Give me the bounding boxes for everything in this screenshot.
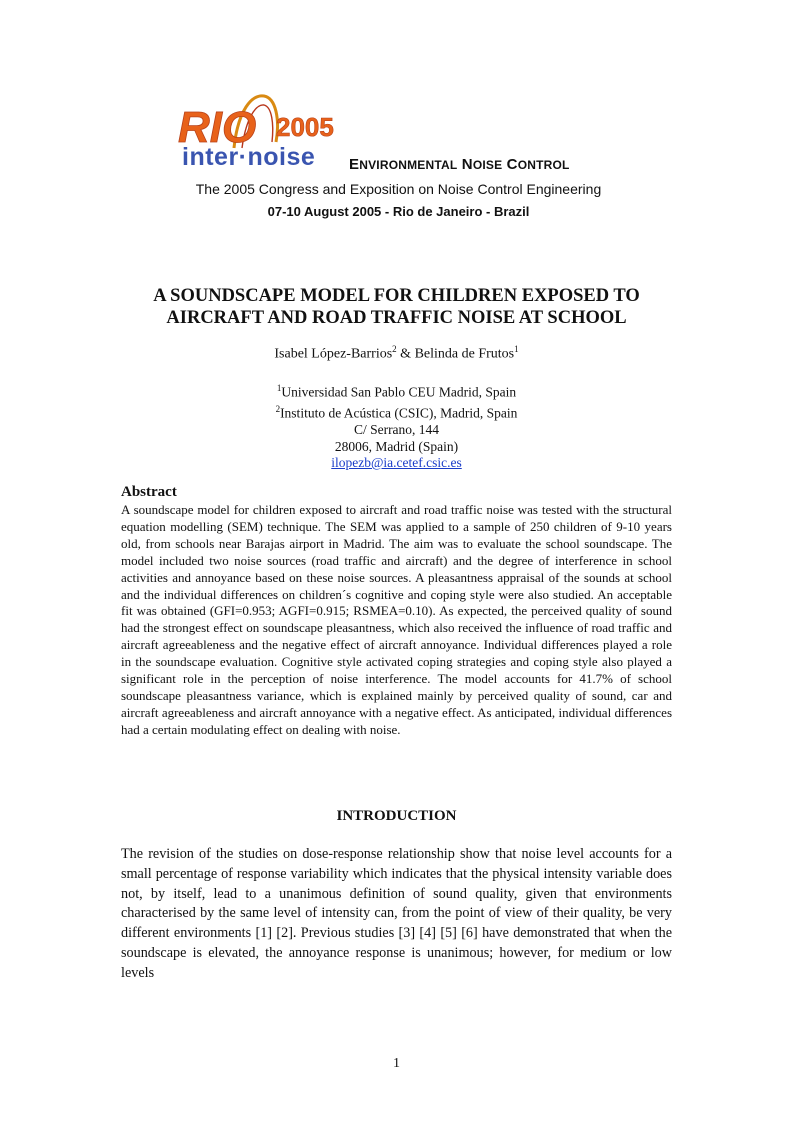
rio-internoise-logo-graphic [172,90,342,172]
logo-internoise-text: inter·noise [182,143,316,171]
abstract-heading: Abstract [121,484,177,500]
conf-title-w3-cap: C [506,156,518,173]
author-affiliation-mark: 2 [392,344,397,354]
conference-date-line: 07-10 August 2005 - Rio de Janeiro - Brazil [267,204,530,219]
introduction-heading: INTRODUCTION [336,808,457,824]
logo-rio-text: RIO [178,103,257,152]
conf-title-w1-cap: E [349,156,360,173]
paper-title-line-2: AIRCRAFT AND ROAD TRAFFIC NOISE AT SCHOOL [166,308,627,328]
affiliation-line [0,380,793,401]
address-line: 28006, Madrid (Spain) [334,438,459,454]
paper-title-line-1: A SOUNDSCAPE MODEL FOR CHILDREN EXPOSED TO [153,286,640,306]
page-number: 1 [393,1056,400,1071]
affiliation-mark: 1 [276,383,282,393]
affiliation-block [0,380,793,472]
conf-title-w3-rest: ONTROL [517,158,570,172]
author-name: Isabel López-Barrios [274,346,393,362]
author-line [0,344,793,363]
conf-title-w2-cap: N [461,156,473,173]
conf-title-w2-rest: OISE [472,158,503,172]
affiliation-mark: 2 [275,404,281,414]
author-separator: & [396,346,415,362]
conference-title [349,156,570,173]
conference-logo [172,90,342,172]
logo-year-text: 2005 [276,112,334,142]
email-link[interactable]: ilopezb@ia.cetef.csic.es [331,455,462,470]
conf-title-w1-rest: NVIRONMENTAL [359,158,458,172]
paper-title [100,285,693,329]
affiliation-text: Instituto de Acústica (CSIC), Madrid, Spain [280,405,518,421]
author-name: Belinda de Frutos [414,346,515,362]
affiliation-text: Universidad San Pablo CEU Madrid, Spain [281,384,517,400]
abstract-text: A soundscape model for children exposed to aircraft and road traffic noise was tested with the structural equation modelling (SEM) technique. The SEM was applied to a sample of 250 children of 9-10 years old, from schools near Barajas airport in Madrid. The aim was to evaluate the school soundscape. The model included two noise sources (road traffic and aircraft) and the degree of interference in school activities and annoyance based on these noise sources. A pleasantness appraisal of the sounds at school and the individual differences on children´s cognitive and coping style were also studied. An acceptable fit was obtained (GFI=0.953; AGFI=0.915; RSMEA=0.10). As expected, the perceived quality of sound had the strongest effect on soundscape pleasantness, which also received the influence of road traffic and aircraft agreeableness and the negative effect of aircraft annoyance. Individual differences played a role in the soundscape evaluation. Cognitive style activated coping strategies and coping style also played a significant role in the perception of noise interference. The model accounts for 41.7% of school soundscape pleasantness variance, which is explained mainly by perceived quality of sound, car and aircraft agreeableness and aircraft annoyance with a negative effect. As anticipated, individual differences had a certain modulating effect on dealing with noise. [121,502,672,737]
affiliation-line [0,401,793,422]
conference-subtitle: The 2005 Congress and Exposition on Noise Control Engineering [195,181,602,197]
address-line: C/ Serrano, 144 [353,422,440,437]
introduction-text: The revision of the studies on dose-response relationship show that noise level accounts for a small percentage of response variability which indicates that the physical intensity variable does not, by itself, lead to a unanimous definition of sound quality, given that environments characterised by the same level of intensity can, from the point of view of their quality, be very different environments [1] [2]. Previous studies [3] [4] [5] [6] have demonstrated that when the soundscape is elevated, the annoyance response is unanimous; however, for medium or low levels [121,846,672,981]
author-affiliation-mark: 1 [514,344,519,354]
